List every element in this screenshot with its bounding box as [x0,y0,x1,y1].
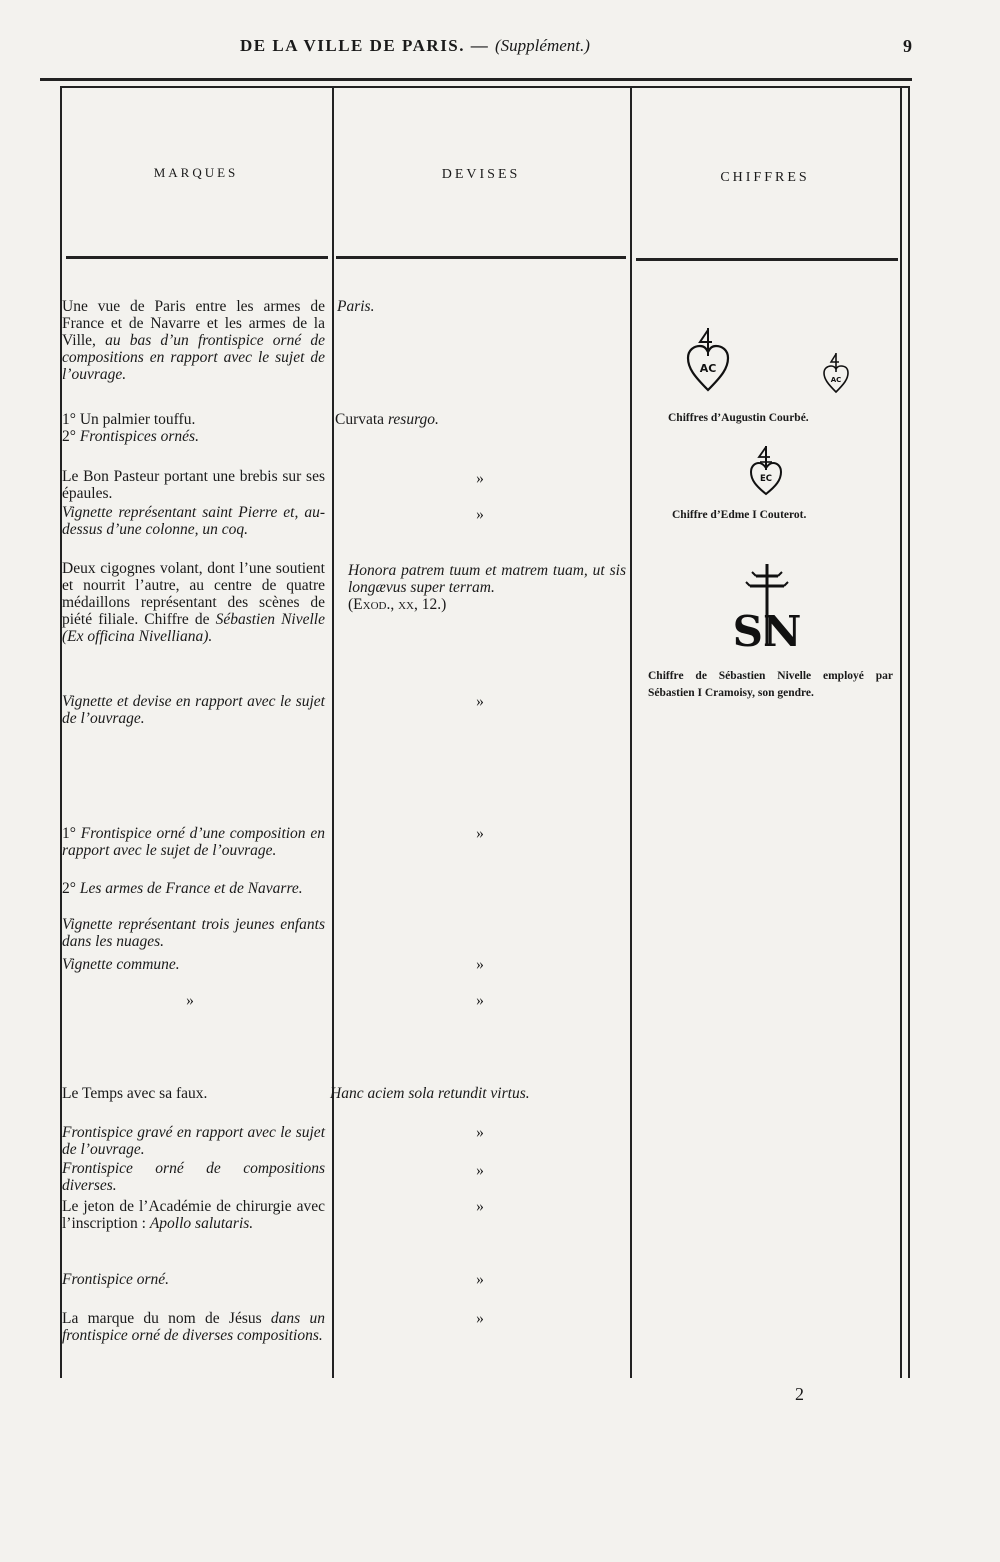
devises-cell-paris: Paris. [337,298,375,315]
marques-cell-frontispice-composition: 1° Frontispice orné d’une composition en rapport avec le sujet de l’ouvrage. [62,825,325,859]
devises-cell-empty: » [476,1271,484,1288]
marques-cell-trois-enfants: Vignette représentant trois jeunes enfants dans les nuages. [62,916,325,950]
svg-text:AC: AC [830,376,842,384]
svg-text:SN: SN [732,607,802,656]
marques-cell-nom-jesus: La marque du nom de Jésus dans un frontispice orné de diverses compositions. [62,1310,325,1344]
monogram-courbe-large-icon [684,326,732,394]
svg-text:EC: EC [759,474,773,484]
devises-cell-empty: » [476,1124,484,1141]
table-top-rule [40,78,912,81]
couterot-caption: Chiffre d’Edme I Couterot. [672,509,807,521]
marques-cell-empty: » [186,992,194,1009]
column-header-marques: MARQUES [153,165,239,180]
marques-cell-frontispice-orne: Frontispice orné. [62,1271,170,1288]
courbe-caption: Chiffres d’Augustin Courbé. [668,412,809,424]
devises-cell-empty: » [476,1198,484,1215]
marques-cell-armes-france: 2° Les armes de France et de Navarre. [62,880,303,897]
header-rule-3 [636,258,898,261]
running-title: DE LA VILLE DE PARIS. — (Supplément.) [240,36,590,55]
devises-cell-empty: » [476,693,484,710]
table-right-border [900,86,902,1378]
marques-cell-cigognes: Deux cigognes volant, dont l’une soutient et nourrit l’autre, au centre de quatre médaillons représentant des scènes de piété filiale. Chiffre de Sébastien Nivelle (Ex officina Nivelliana). [62,560,325,645]
table-right-border-outer [908,86,910,1378]
page-number: 9 [903,36,912,56]
signature-mark: 2 [795,1384,804,1404]
marques-cell-jeton-academie: Le jeton de l’Académie de chirurgie avec l’inscription : Apollo salutaris. [62,1198,325,1232]
monogram-couterot-icon [748,444,784,496]
devises-cell-empty: » [476,506,484,523]
column-header-devises: DEVISES [441,167,521,182]
marques-cell-frontispice-grave: Frontispice gravé en rapport avec le sujet de l’ouvrage. [62,1124,325,1158]
marques-cell-bon-pasteur: Le Bon Pasteur portant une brebis sur ses épaules. [62,468,325,502]
marques-cell-palmier: 1° Un palmier touffu. 2° Frontispices ornés. [62,411,199,445]
devises-cell-curvata: Curvata resurgo. [335,411,439,428]
header-rule-2 [336,256,626,259]
header-rule-1 [66,256,328,259]
devises-cell-empty: » [476,825,484,842]
devises-cell-honora: Honora patrem tuum et matrem tuam, ut sis longævus super terram. (Exod., xx, 12.) [348,562,626,613]
table-top-rule-inner [60,86,908,88]
marques-cell-vignette-devise: Vignette et devise en rapport avec le sujet de l’ouvrage. [62,693,325,727]
monogram-nivelle-icon [732,562,802,656]
nivelle-caption: Chiffre de Sébastien Nivelle employé par Sébastien I Cramoisy, son gendre. [648,670,893,699]
monogram-courbe-small-icon [822,352,850,394]
marques-cell-frontispice-compositions: Frontispice orné de compositions diverses. [62,1160,325,1194]
devises-cell-empty: » [476,470,484,487]
devises-cell-empty: » [476,1310,484,1327]
marques-cell-vignette-commune: Vignette commune. [62,956,180,973]
column-divider-2 [630,86,632,1378]
devises-cell-empty: » [476,1162,484,1179]
marques-cell-saint-pierre: Vignette représentant saint Pierre et, au-dessus d’une colonne, un coq. [62,504,325,538]
svg-text:AC: AC [699,362,717,375]
devises-cell-hanc-aciem: Hanc aciem sola retundit virtus. [330,1085,530,1102]
column-divider-1 [332,86,334,1378]
marques-cell-paris: Une vue de Paris entre les armes de France et de Navarre et les armes de la Ville, au bas d’un frontispice orné de compositions en rapport avec le sujet de l’ouvrage. [62,298,325,383]
devises-cell-empty: » [476,956,484,973]
devises-cell-empty: » [476,992,484,1009]
marques-cell-temps: Le Temps avec sa faux. [62,1085,208,1102]
column-header-chiffres: CHIFFRES [720,170,810,185]
